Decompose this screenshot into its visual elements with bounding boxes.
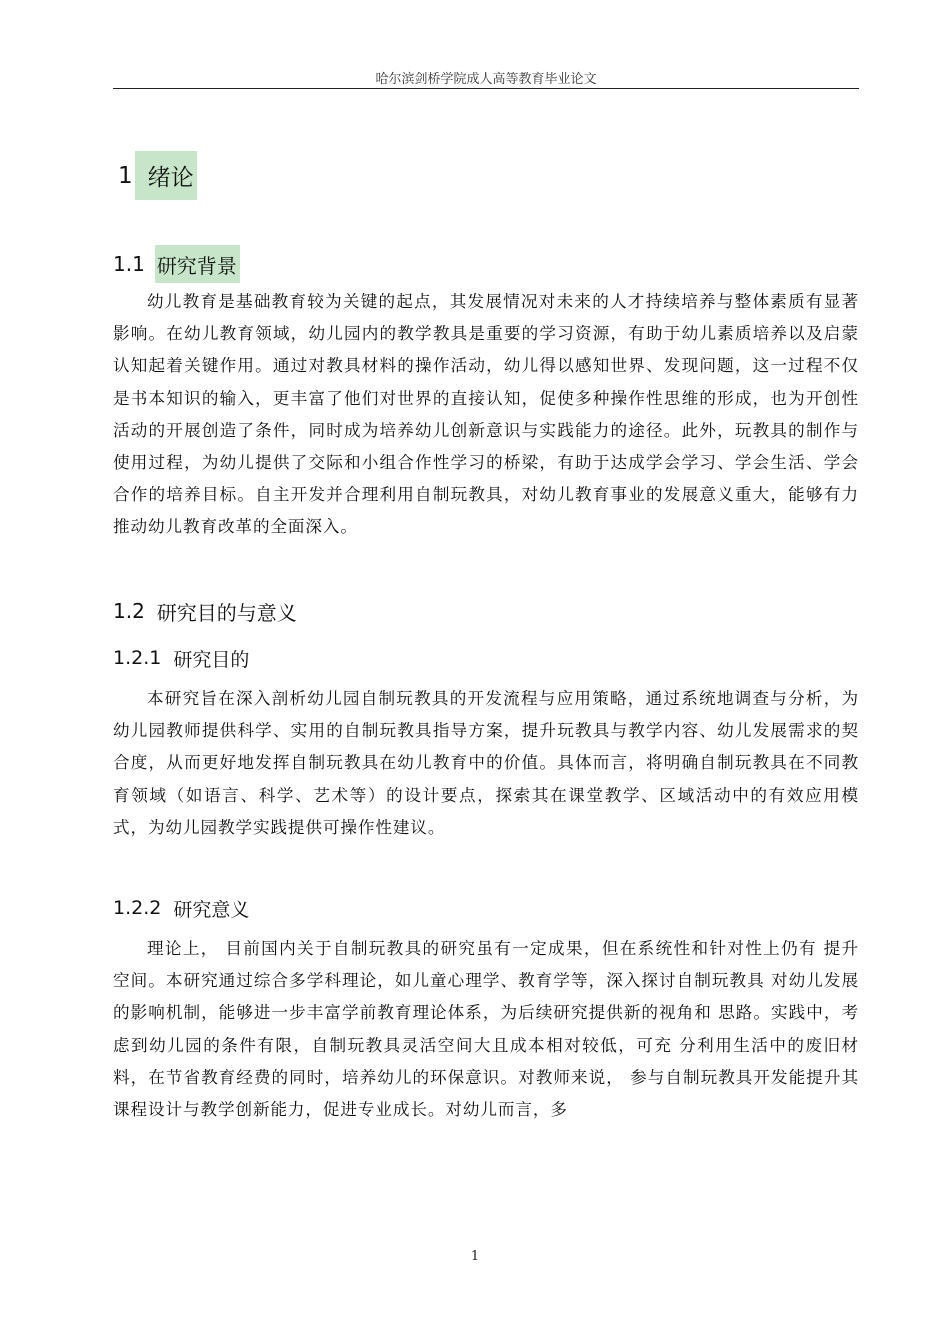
chapter-heading bbox=[113, 151, 197, 200]
significance-paragraph: 理论上， 目前国内关于自制玩教具的研究虽有一定成果，但在系统性和针对性上仍有 提升空间。本研究通过综合多学科理论，如儿童心理学、教育学等，深入探讨自制玩教具 对幼儿发展的影响机制，能够进一步丰富学前教育理论体系，为后续研究提供新的视角和 思路。实践中，考虑到幼儿园的条件有限，自制玩教具灵活空间大且成本相对较低，可充 分利用生活中的废旧材料，在节省教育经费的同时，培养幼儿的环保意识。对教师来说， 参与自制玩教具开发能提升其课程设计与教学创新能力，促进专业成长。对幼儿而言，多 bbox=[113, 939, 859, 1120]
section-heading-1-2 bbox=[113, 592, 297, 630]
page-number: 1 bbox=[470, 1249, 480, 1264]
subsection-heading-1-2-2 bbox=[113, 893, 249, 923]
section-number: 1.1 bbox=[113, 252, 145, 276]
subsection-title: 研究目的 bbox=[173, 648, 250, 671]
chapter-title: 绪论 bbox=[135, 151, 197, 200]
purpose-paragraph: 本研究旨在深入剖析幼儿园自制玩教具的开发流程与应用策略，通过系统地调查与分析，为幼儿园教师提供科学、实用的自制玩教具指导方案，提升玩教具与教学内容、幼儿发展需求的契合度，从而更好地发挥自制玩教具在幼儿教育中的价值。具体而言，将明确自制玩教具在不同教育领域（如语言、科学、艺术等）的设计要点，探索其在课堂教学、区域活动中的有效应用模式，为幼儿园教学实践提供可操作性建议。 bbox=[113, 689, 859, 837]
header-rule bbox=[113, 88, 859, 89]
running-header: 哈尔滨剑桥学院成人高等教育毕业论文 bbox=[375, 72, 597, 87]
background-paragraph: 幼儿教育是基础教育较为关键的起点，其发展情况对未来的人才持续培养与整体素质有显著影响。在幼儿教育领域，幼儿园内的教学教具是重要的学习资源，有助于幼儿素质培养以及启蒙认知起着关键作用。通过对教具材料的操作活动，幼儿得以感知世界、发现问题，这一过程不仅是书本知识的输入，更丰富了他们对世界的直接认知，促使多种操作性思维的形成，也为开创性活动的开展创造了条件，同时成为培养幼儿创新意识与实践能力的途径。此外，玩教具的制作与使用过程，为幼儿提供了交际和小组合作性学习的桥梁，有助于达成学会学习、学会生活、学会合作的培养目标。自主开发并合理利用自制玩教具，对幼儿教育事业的发展意义重大，能够有力推动幼儿教育改革的全面深入。 bbox=[113, 292, 859, 537]
subsection-title: 研究意义 bbox=[173, 898, 250, 921]
subsection-heading-1-2-1 bbox=[113, 643, 249, 673]
section-heading-1-1 bbox=[113, 245, 240, 283]
subsection-number: 1.2.1 bbox=[113, 647, 162, 669]
section-number: 1.2 bbox=[113, 599, 145, 623]
section-title: 研究目的与意义 bbox=[156, 600, 297, 625]
chapter-number: 1 bbox=[118, 162, 133, 189]
subsection-number: 1.2.2 bbox=[113, 897, 162, 919]
section-title: 研究背景 bbox=[155, 245, 240, 283]
